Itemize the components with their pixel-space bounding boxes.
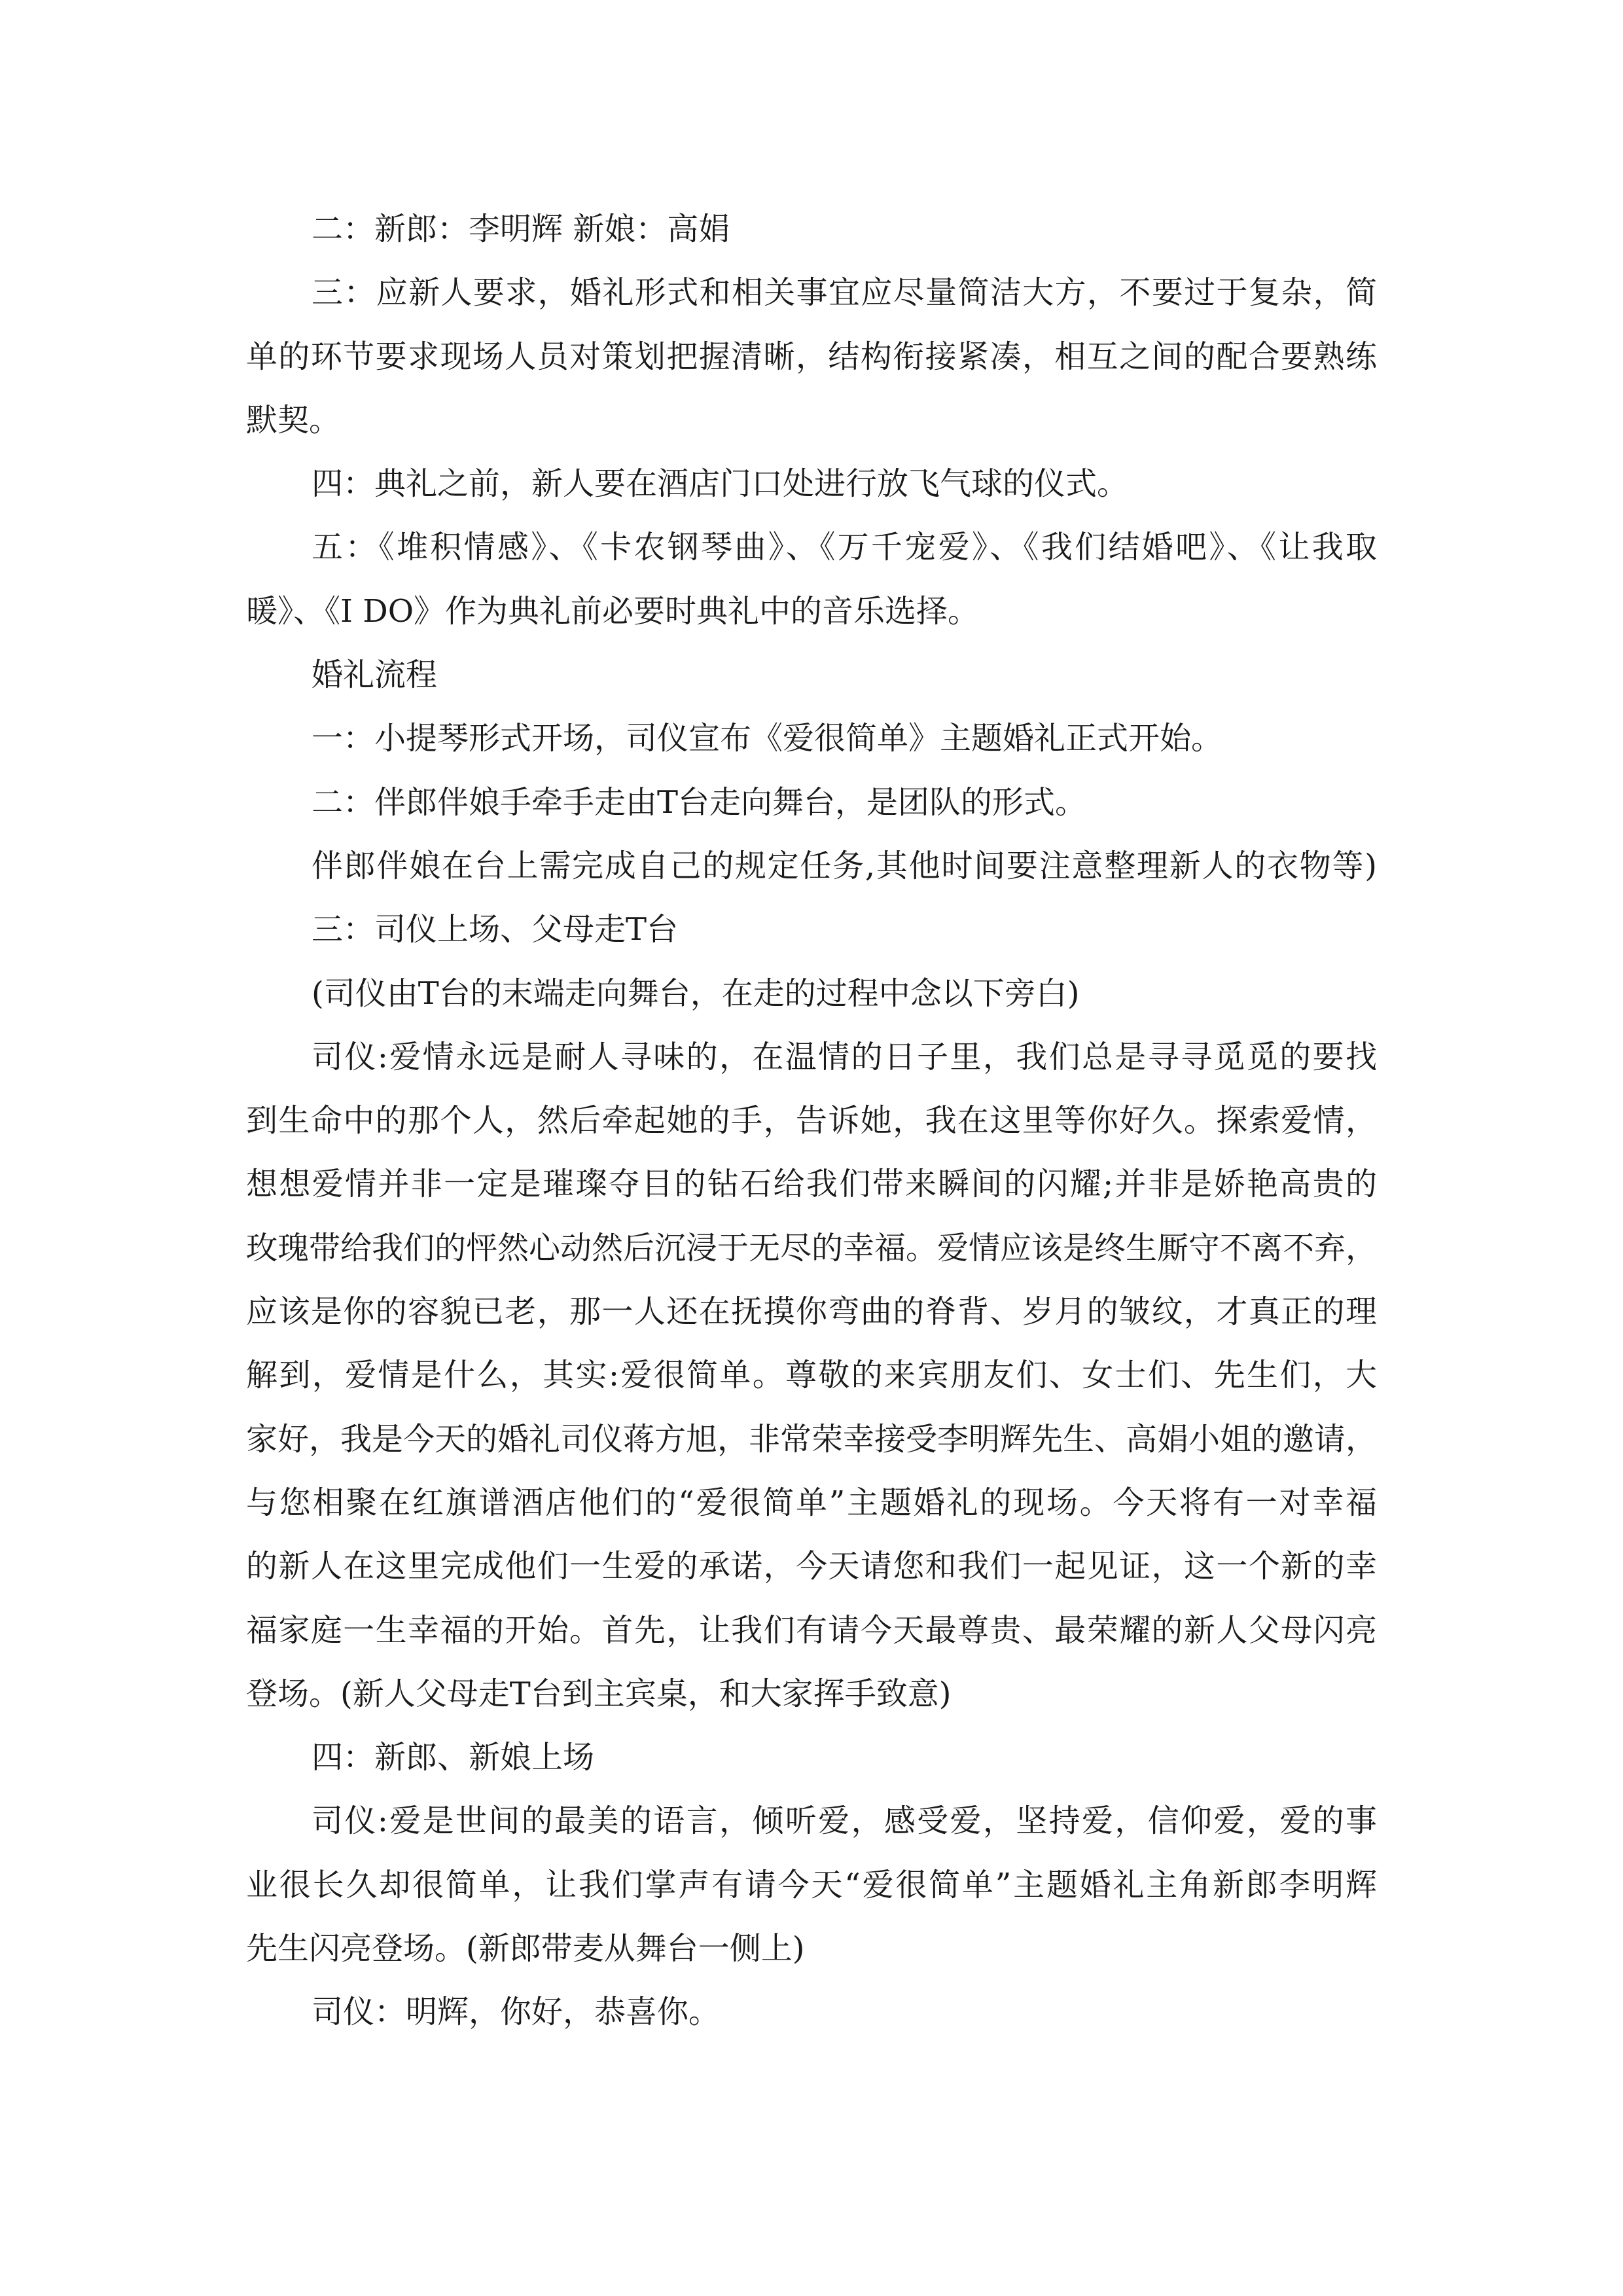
text-line: 应该是你的容貌已老，那一人还在抚摸你弯曲的脊背、岁月的皱纹，才真正的理 (246, 1293, 1377, 1331)
text-line: 默契。 (246, 401, 341, 439)
text-line: 的新人在这里完成他们一生爱的承诺，今天请您和我们一起见证，这一个新的幸 (246, 1548, 1377, 1585)
text-line: 与您相聚在红旗谱酒店他们的“爱很简单”主题婚礼的现场。今天将有一对幸福 (246, 1484, 1377, 1521)
text-line: 伴郎伴娘在台上需完成自己的规定任务,其他时间要注意整理新人的衣物等) (312, 847, 1377, 884)
text-line: 二：新郎：李明辉 新娘：高娟 (312, 211, 730, 247)
text-line: 一：小提琴形式开场，司仪宣布《爱很简单》主题婚礼正式开始。 (312, 720, 1223, 757)
text-line: 福家庭一生幸福的开始。首先，让我们有请今天最尊贵、最荣耀的新人父母闪亮 (246, 1611, 1377, 1649)
document-page (246, 198, 1377, 2045)
text-line: (司仪由T台的末端走向舞台，在走的过程中念以下旁白) (312, 975, 1080, 1012)
text-line: 业很长久却很简单，让我们掌声有请今天“爱很简单”主题婚礼主角新郎李明辉 (246, 1866, 1377, 1903)
text-line: 二：伴郎伴娘手牵手走由T台走向舞台，是团队的形式。 (312, 783, 1087, 821)
text-line: 玫瑰带给我们的怦然心动然后沉浸于无尽的幸福。爱情应该是终生厮守不离不弃， (246, 1229, 1378, 1266)
text-line: 解到，爱情是什么，其实:爱很简单。尊敬的来宾朋友们、女士们、先生们，大 (246, 1357, 1377, 1394)
text-line: 四：新郎、新娘上场 (312, 1739, 595, 1776)
text-line: 三：司仪上场、父母走T台 (312, 911, 679, 948)
text-line: 司仪：明辉，你好，恭喜你。 (312, 1994, 721, 2031)
text-line: 三：应新人要求，婚礼形式和相关事宜应尽量简洁大方，不要过于复杂，简 (312, 274, 1377, 312)
text-line: 想想爱情并非一定是璀璨夺目的钻石给我们带来瞬间的闪耀;并非是娇艳高贵的 (246, 1166, 1377, 1203)
section-heading: 婚礼流程 (312, 656, 438, 694)
text-line: 到生命中的那个人，然后牵起她的手，告诉她，我在这里等你好久。探索爱情， (246, 1102, 1377, 1139)
text-line: 家好，我是今天的婚礼司仪蒋方旭，非常荣幸接受李明辉先生、高娟小姐的邀请， (246, 1420, 1378, 1458)
text-line: 四：典礼之前，新人要在酒店门口处进行放飞气球的仪式。 (312, 465, 1129, 503)
text-line: 五：《堆积情感》、《卡农钢琴曲》、《万千宠爱》、《我们结婚吧》、《让我取 (312, 529, 1377, 566)
text-line: 司仪:爱情永远是耐人寻味的，在温情的日子里，我们总是寻寻觅觅的要找 (312, 1038, 1377, 1075)
text-line: 先生闪亮登场。(新郎带麦从舞台一侧上) (246, 1930, 805, 1967)
text-line: 暖》、《I DO》作为典礼前必要时典礼中的音乐选择。 (246, 592, 980, 630)
text-line: 登场。(新人父母走T台到主宾桌，和大家挥手致意) (246, 1675, 952, 1712)
text-line: 司仪:爱是世间的最美的语言，倾听爱，感受爱，坚持爱，信仰爱，爱的事 (312, 1803, 1377, 1840)
text-line: 单的环节要求现场人员对策划把握清晰，结构衔接紧凑，相互之间的配合要熟练 (246, 338, 1377, 375)
